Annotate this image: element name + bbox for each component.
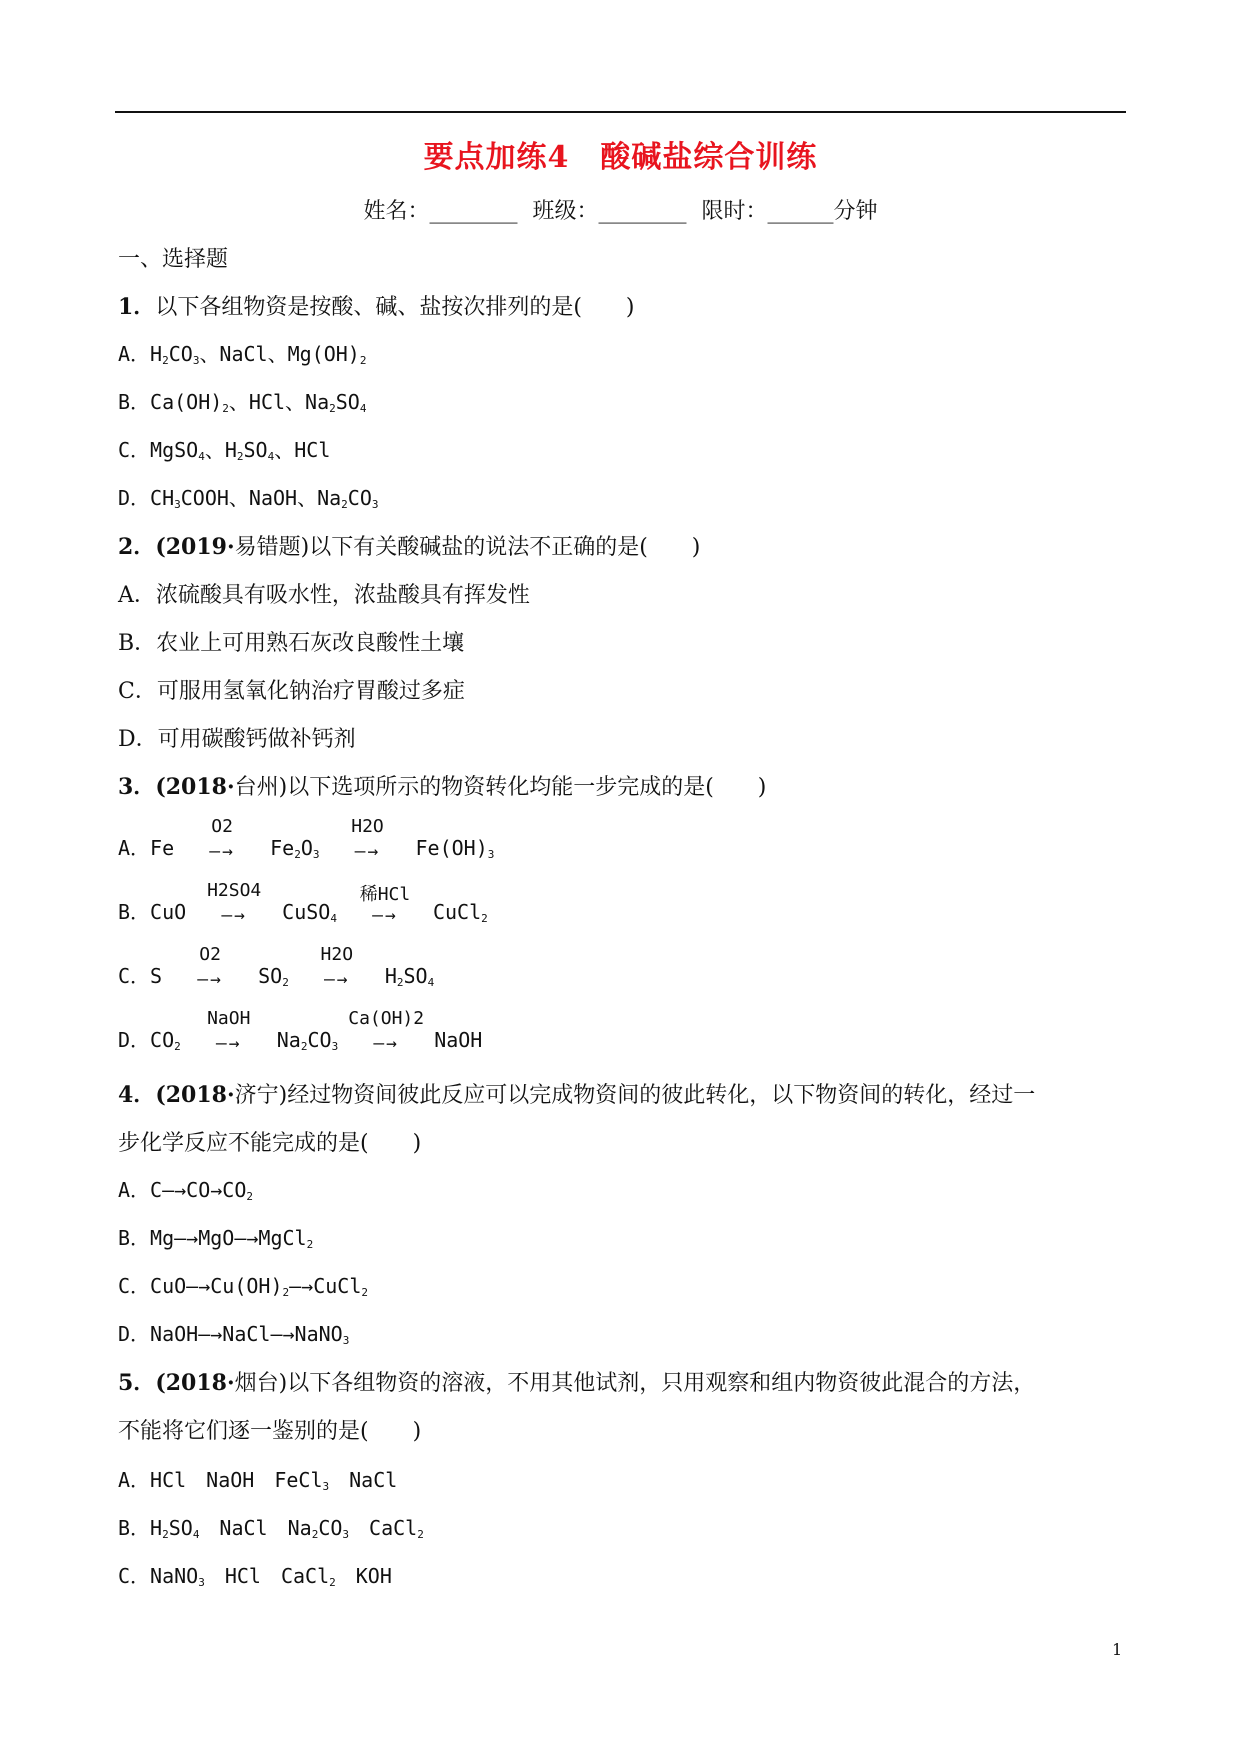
- page-title: 要点加练4 酸碱盐综合训练: [423, 140, 818, 175]
- reaction-arrow: Ca(OH)2 —→: [348, 1007, 425, 1054]
- question-number: 2．: [118, 534, 156, 560]
- reaction-arrow: H2SO4 —→: [207, 879, 262, 926]
- question-5: [118, 1366, 1035, 1397]
- q4-option-b: B．Mg—→MgO—→MgCl$_2$: [118, 1226, 314, 1251]
- question-source: (2019·: [155, 534, 235, 560]
- reaction-arrow: H2O —→: [320, 943, 354, 990]
- question-4-cont: 步化学反应不能完成的是( ): [118, 1131, 422, 1156]
- reaction-arrow: NaOH —→: [207, 1007, 251, 1054]
- q3-option-d: D．$CO_2$ NaOH —→ $Na_2CO_3$ Ca(OH)2 —→ NaOH: [118, 1007, 483, 1054]
- question-source: (2018·: [155, 1370, 235, 1396]
- question-number: 5．: [118, 1370, 156, 1396]
- q1-option-c: C．MgSO$_4$、$H_2SO_4$、HCl: [118, 438, 331, 463]
- name-field: 姓名：________: [363, 199, 518, 224]
- q1-option-d: D．$CH_3COOH$、NaOH、$Na_2CO_3$: [118, 486, 379, 511]
- q3-option-b: B．CuO H2SO4 —→ CuSO$_4$ 稀HCl —→ CuCl$_2$: [118, 879, 488, 926]
- q5-option-c: C．NaNO$_3$ HCl CaCl$_2$ KOH: [118, 1564, 392, 1589]
- q4-option-a: A．$C—\to CO\to CO_2$: [118, 1178, 253, 1203]
- q2-option-d: D．可用碳酸钙做补钙剂: [118, 727, 356, 752]
- question-text: 烟台)以下各组物资的溶液，不用其他试剂，只用观察和组内物资彼此混合的方法，: [234, 1371, 1036, 1396]
- class-field: 班级：________: [532, 199, 687, 224]
- q2-option-a: A．浓硫酸具有吸水性，浓盐酸具有挥发性: [118, 583, 530, 608]
- q2-option-c: C．可服用氢氧化钠治疗胃酸过多症: [118, 679, 465, 704]
- question-3: [118, 770, 766, 801]
- question-number: 4．: [118, 1082, 156, 1108]
- question-text: 台州)以下选项所示的物资转化均能一步完成的是( ): [234, 775, 767, 800]
- q4-option-c: C．$CuO—\to Cu(OH)_2—\to CuCl_2$: [118, 1274, 368, 1299]
- q5-option-a: A．HCl NaOH FeCl$_3$ NaCl: [118, 1468, 398, 1493]
- time-field: 限时：______分钟: [701, 199, 878, 224]
- q5-option-b: B．$H_2SO_4$ NaCl $Na_2CO_3$ CaCl$_2$: [118, 1516, 424, 1541]
- reaction-arrow: O2 —→: [209, 815, 235, 862]
- question-source: (2018·: [155, 1082, 235, 1108]
- q4-option-d: D．NaOH—→NaCl—→NaNO$_3$: [118, 1322, 350, 1347]
- reaction-arrow: O2 —→: [197, 943, 223, 990]
- question-text: 济宁)经过物资间彼此反应可以完成物资间的彼此转化，以下物资间的转化，经过一: [234, 1083, 1036, 1108]
- q2-option-b: B．农业上可用熟石灰改良酸性土壤: [118, 631, 465, 656]
- question-text: 易错题)以下有关酸碱盐的说法不正确的是( ): [234, 535, 701, 560]
- student-info: [0, 194, 1241, 225]
- page-number: 1: [1112, 1640, 1123, 1659]
- question-1: [118, 290, 634, 321]
- q1-option-b: B．$Ca(OH)_2$、HCl、$Na_2SO_4$: [118, 390, 367, 415]
- question-2: [118, 530, 700, 561]
- q1-option-a: A．$H_2CO_3$、NaCl、$Mg(OH)_2$: [118, 342, 367, 367]
- question-text: 以下各组物资是按酸、碱、盐按次排列的是( ): [155, 295, 635, 320]
- reaction-arrow: 稀HCl —→: [359, 883, 411, 926]
- question-5-cont: 不能将它们逐一鉴别的是( ): [118, 1419, 422, 1444]
- question-number: 1．: [118, 294, 156, 320]
- question-source: (2018·: [155, 774, 235, 800]
- section-heading: 一、选择题: [118, 247, 229, 272]
- question-4: [118, 1078, 1035, 1109]
- question-number: 3．: [118, 774, 156, 800]
- top-rule: [115, 111, 1126, 113]
- q3-option-a: A．Fe O2 —→ $Fe_2O_3$ H2O —→ $Fe(OH)_3$: [118, 815, 495, 862]
- reaction-arrow: H2O —→: [351, 815, 384, 862]
- q3-option-c: C．S O2 —→ $SO_2$ H2O —→ $H_2SO_4$: [118, 943, 435, 990]
